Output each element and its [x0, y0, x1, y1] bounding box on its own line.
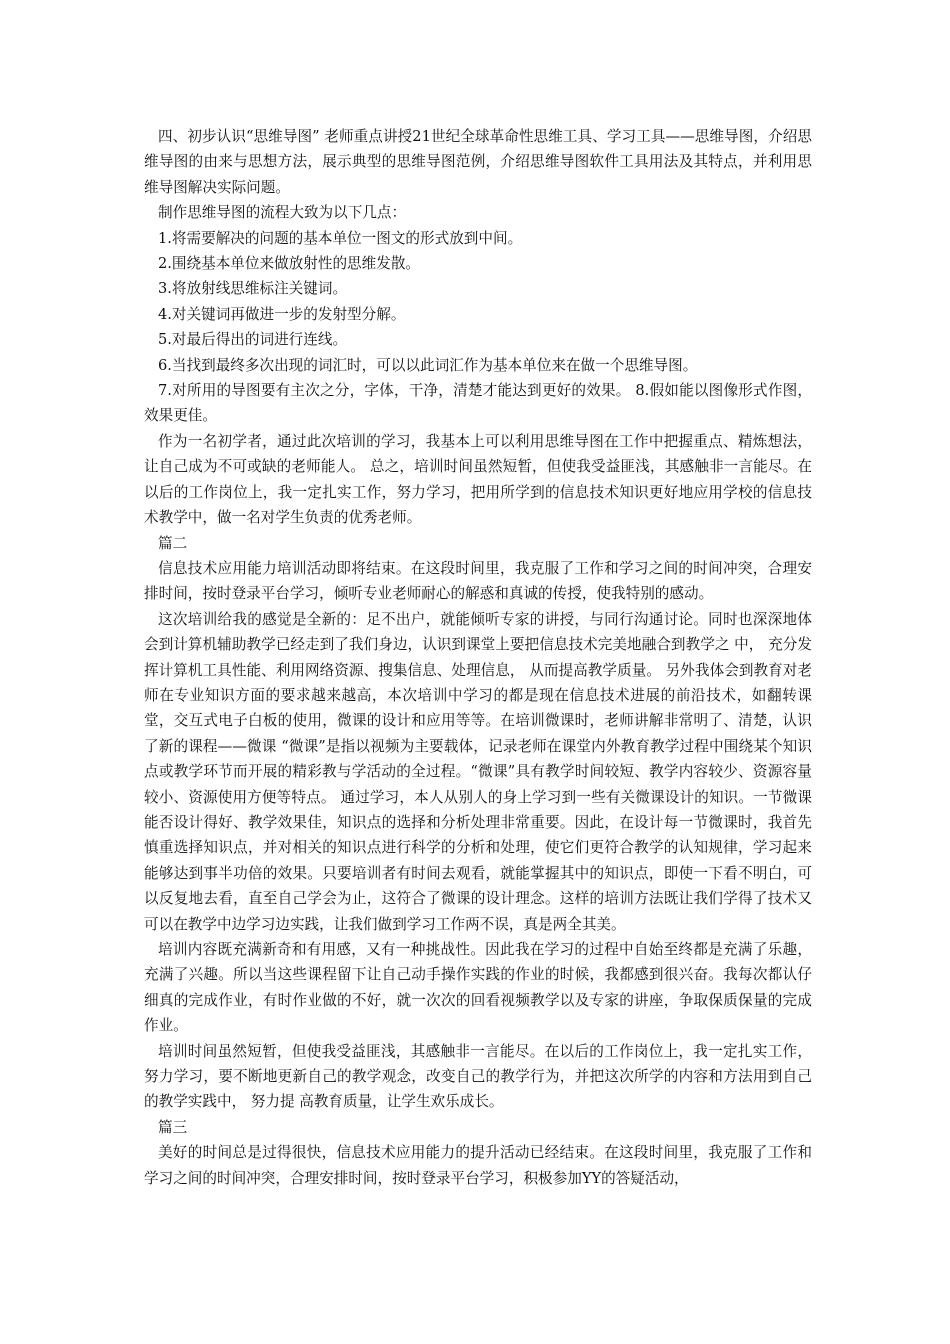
paragraph-section3-intro: 美好的时间总是过得很快，信息技术应用能力的提升活动已经结束。在这段时间里，我克服了工作和学习之间的时间冲突，合理安排时间，按时登录平台学习，积极参加YY的答疑活动， [144, 1144, 812, 1187]
list-item-step-4: 4.对关键词再做进一步的发射型分解。 [158, 305, 406, 323]
paragraph-section2-body: 这次培训给我的感觉是全新的：足不出户，就能倾听专家的讲授，与同行沟通讨论。同时也深深地体会到计算机辅助教学已经走到了我们身边，认识到课堂上要把信息技术完美地融合到教学之 中， 充分发挥计算机工具性能、利用网络资源、搜集信息、处理信息， 从而提高教学质量。 另外我体会到教育对老师在专业知识方面的要求越来越高，本次培训中学习的都是现在信息技术进展的前沿技术，如翻转课堂，交互式电子白板的使用，微课的设计和应用等等。在培训微课时，老师讲解非常明了、清楚，认识了新的课程——微课 “微课”是指以视频为主要载体，记录老师在课堂内外教育教学过程中围绕某个知识点或教学环节而开展的精彩教与学活动的全过程。“微课”具有教学时间较短、教学内容较少、资源容量较小、资源使用方便等特点。 通过学习，本人从别人的身上学习到一些有关微课设计的知识。一节微课能否设计得好、教学效果佳，知识点的选择和分析处理非常重要。因此，在设计每一节微课时，我首先慎重选择知识点，并对相关的知识点进行科学的分析和处理，使它们更符合教学的认知规律，学习起来能够达到事半功倍的效果。只要培训者有时间去观看，就能掌握其中的知识点，即使一下看不明白，可以反复地去看，直至自己学会为止，这符合了微课的设计理念。这样的培训方法既让我们学得了技术又可以在教学中边学习边实践，让我们做到学习工作两不误，真是两全其美。 [144, 610, 812, 933]
list-item-step-5: 5.对最后得出的词进行连线。 [158, 331, 348, 349]
paragraph-section2-challenge: 培训内容既充满新奇和有用感，又有一种挑战性。因此我在学习的过程中自始至终都是充满了乐趣，充满了兴趣。所以当这些课程留下让自己动手操作实践的作业的时候，我都感到很兴奋。我每次都认仔细真的完成作业，有时作业做的不好，就一次次的回看视频教学以及专家的讲座，争取保质保量的完成作业。 [144, 941, 812, 1035]
paragraph-mind-map-intro: 四、初步认识“思维导图” 老师重点讲授21世纪全球革命性思维工具、学习工具——思维导图，介绍思维导图的由来与思想方法，展示典型的思维导图范例，介绍思维导图软件工具用法及其特点，并利用思维导图解决实际问题。 [144, 128, 812, 196]
list-item-step-6: 6.当找到最终多次出现的词汇时，可以以此词汇作为基本单位来在做一个思维导图。 [158, 356, 698, 374]
list-item-step-2: 2.围绕基本单位来做放射性的思维发散。 [158, 255, 421, 273]
section-heading-3: 篇三 [158, 1118, 188, 1136]
paragraph-section2-summary: 培训时间虽然短暂，但使我受益匪浅，其感触非一言能尽。在以后的工作岗位上，我一定扎实工作，努力学习，要不断地更新自己的教学观念，改变自己的教学行为，并把这次所学的内容和方法用到自己的教学实践中， 努力提 高教育质量，让学生欢乐成长。 [144, 1042, 812, 1111]
list-item-step-3: 3.将放射线思维标注关键词。 [158, 280, 348, 298]
list-item-step-7-8: 7.对所用的导图要有主次之分，字体，干净，清楚才能达到更好的效果。 8.假如能以图像形式作图，效果更佳。 [144, 382, 812, 425]
list-item-step-1: 1.将需要解决的问题的基本单位一图文的形式放到中间。 [158, 229, 523, 247]
paragraph-summary-1: 作为一名初学者，通过此次培训的学习，我基本上可以利用思维导图在工作中把握重点、精炼想法，让自己成为不可或缺的老师能人。 总之，培训时间虽然短暂，但使我受益匪浅，其感触非一言能尽。在以后的工作岗位上，我一定扎实工作，努力学习，把用所学到的信息技术知识更好地应用学校的信息技术教学中，做一名对学生负责的优秀老师。 [144, 432, 812, 527]
paragraph-process-title: 制作思维导图的流程大致为以下几点： [158, 204, 407, 222]
section-heading-2: 篇二 [158, 534, 188, 552]
document-body [144, 124, 812, 1191]
paragraph-section2-intro: 信息技术应用能力培训活动即将结束。在这段时间里，我克服了工作和学习之间的时间冲突，合理安排时间，按时登录平台学习，倾听专业老师耐心的解惑和真诚的传授，使我特别的感动。 [144, 559, 812, 603]
